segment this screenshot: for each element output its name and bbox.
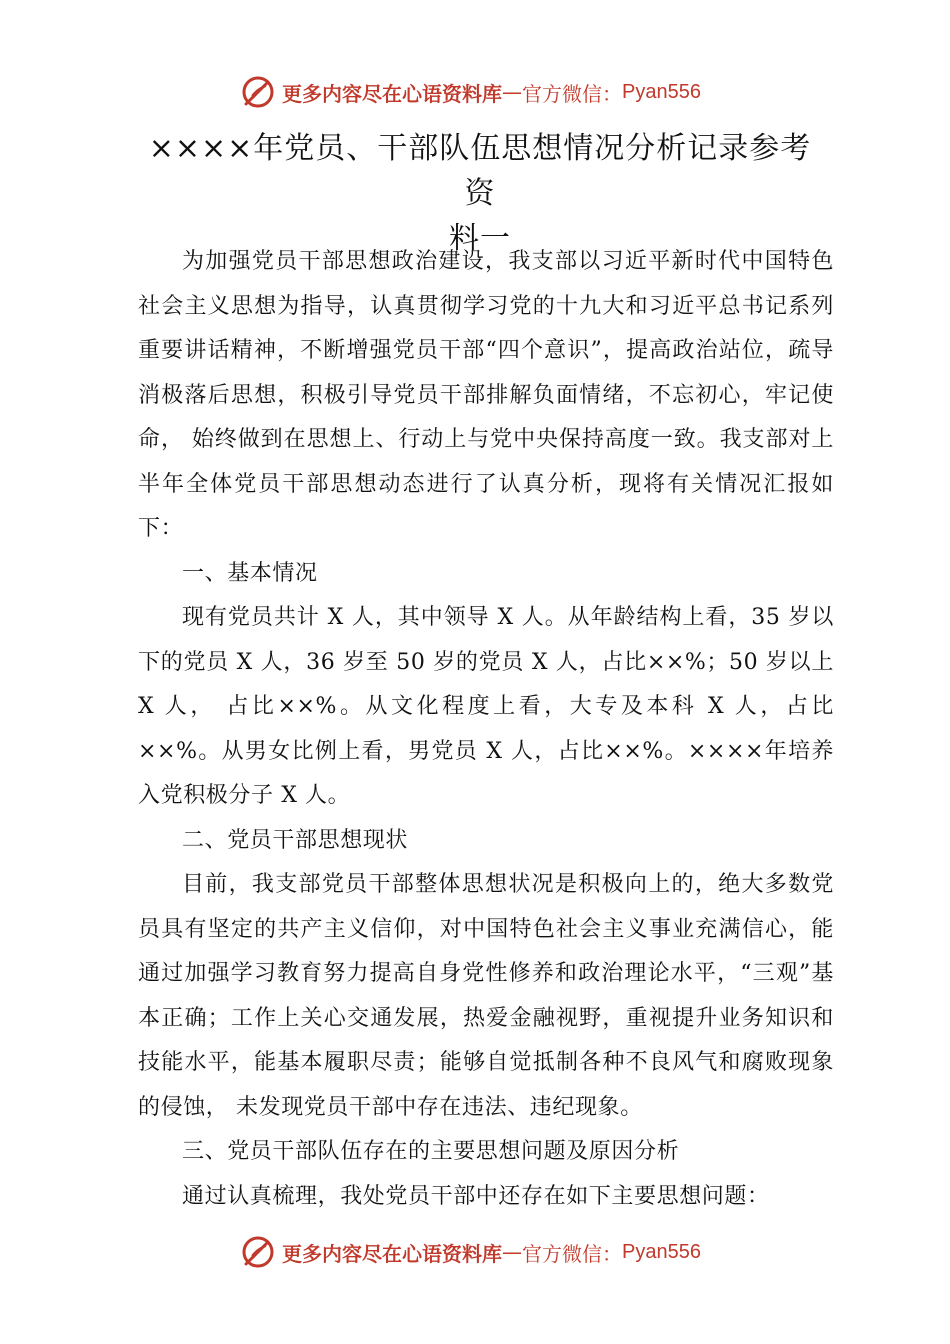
watermark-dash: —: [502, 1240, 522, 1264]
watermark-wechat-id: Pyan556: [622, 1240, 701, 1263]
watermark-dash: —: [502, 80, 522, 104]
watermark-label: 官方微信: [522, 1241, 602, 1266]
intro-paragraph: 为加强党员干部思想政治建设，我支部以习近平新时代中国特色社会主义思想为指导，认真贯彻学习党的十九大和习近平总书记系列重要讲话精神，不断增强党员干部“四个意识”，提高政治站位，疏导消极落后思想，积极引导党员干部排解负面情绪，不忘初心，牢记使命， 始终做到在思想上、行动上与党中央保持高度一致。我支部对上半年全体党员干部思想动态进行了认真分析，现将有关情况汇报如下：: [138, 249, 834, 541]
problems-intro-paragraph: 通过认真梳理，我处党员干部中还存在如下主要思想问题：: [182, 1183, 770, 1209]
section-heading-basic: 一、基本情况: [182, 560, 318, 586]
brush-logo-icon: [240, 74, 276, 110]
watermark-wechat-id: Pyan556: [622, 80, 701, 103]
header-watermark: [240, 72, 701, 112]
watermark-text: 更多内容尽在心语资料库: [282, 1241, 502, 1266]
watermark-label: 官方微信: [522, 81, 602, 106]
footer-watermark: [240, 1232, 701, 1272]
section-heading-problems: 三、党员干部队伍存在的主要思想问题及原因分析: [182, 1139, 680, 1164]
document-body: [138, 240, 834, 1219]
basic-info-paragraph: 现有党员共计 X 人，其中领导 X 人。从年龄结构上看，35 岁以下的党员 X 人，36 岁至 50 岁的党员 X 人，占比××%；50 岁以上 X 人， 占比××%。从文化程度上看，大专及本科 X 人，占比××%。从男女比例上看，男党员 X 人，占比××%。××××年培养入党积极分子 X 人。: [138, 605, 834, 808]
title-line-1: ××××年党员、干部队伍思想情况分析记录参考资: [148, 131, 812, 211]
watermark-colon: ：: [602, 1241, 622, 1266]
section-heading-status: 二、党员干部思想现状: [182, 827, 409, 853]
status-paragraph: 目前，我支部党员干部整体思想状况是积极向上的，绝大多数党员具有坚定的共产主义信仰，对中国特色社会主义事业充满信心，能通过加强学习教育努力提高自身党性修养和政治理论水平，“三观”基本正确；工作上关心交通发展，热爱金融视野，重视提升业务知识和技能水平，能基本履职尽责；能够自觉抵制各种不良风气和腐败现象的侵蚀， 未发现党员干部中存在违法、违纪现象。: [138, 872, 834, 1120]
watermark-colon: ：: [602, 81, 622, 106]
watermark-text: 更多内容尽在心语资料库: [282, 81, 502, 106]
brush-logo-icon: [240, 1234, 276, 1270]
title-line-2: 料一: [449, 221, 511, 256]
